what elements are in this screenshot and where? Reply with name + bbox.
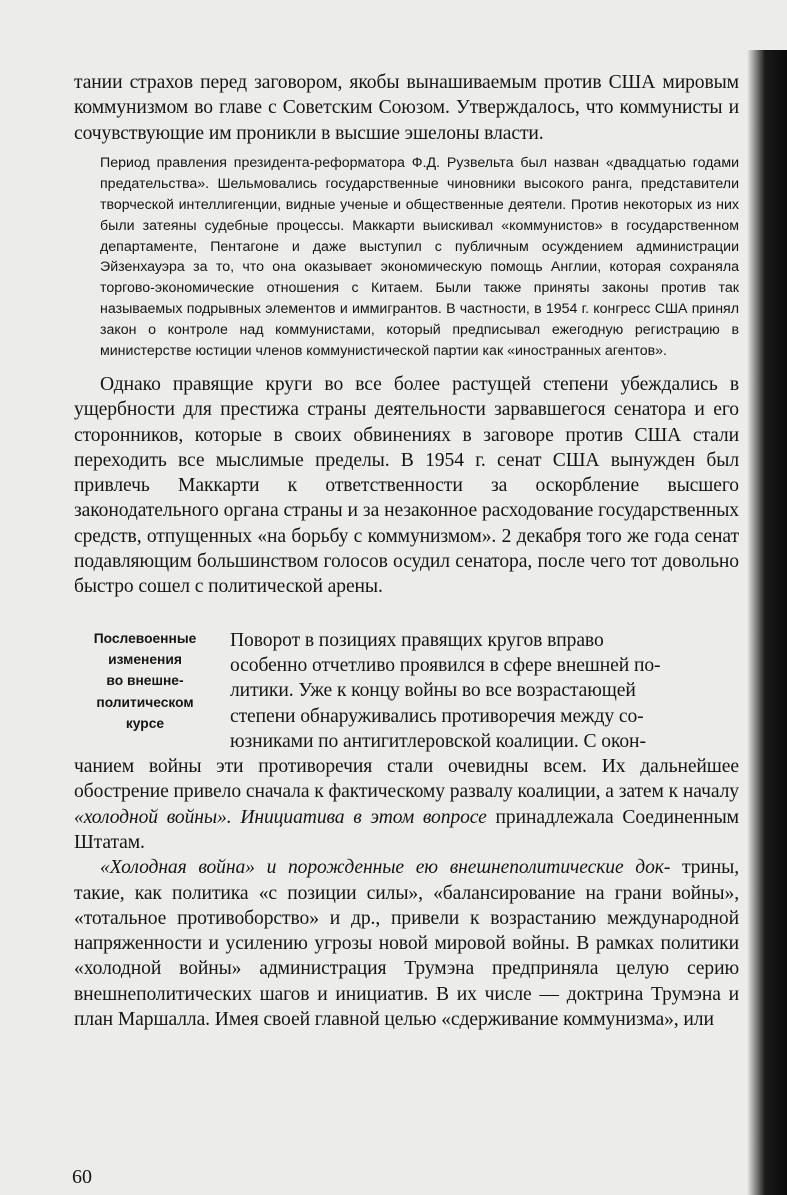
side-heading-line: изменения — [108, 652, 182, 668]
side-heading-line: во внешне- — [106, 673, 184, 689]
side-heading-line: курсе — [125, 716, 165, 732]
small-print-paragraph: Период правления президента-реформатора Ф.Д. Рузвельта был назван «двадцатью годами предательства». Шельмовались государственные чиновники высокого ранга, представители творческой интеллигенции, видные ученые и общественные деятели. Против некоторых из них были затеяны судебные процессы. Маккарти выискивал «коммунистов» в государственном департаменте, Пентагоне и даже выступил с публичным осуждением администрации Эйзенхауэра за то, что она оказывает экономическую помощь Англии, которая сохраняла торгово-экономические отношения с Китаем. Были также приняты законы против так называемых подрывных элементов и иммигрантов. В частности, в 1954 г. конгресс США принял закон о контроле над коммунистами, который предписывал ежегодную регистрацию в министерстве юстиции членов коммунистической партии как «иностранных агентов». — [100, 154, 739, 360]
section-line: степени обнаруживались противоречия между со- — [230, 705, 644, 727]
section-line: Поворот в позициях правящих кругов вправо — [230, 629, 604, 651]
paragraph-1: тании страхов перед заговором, якобы вынашиваемым против США мировым коммунизмом во главе с Советским Союзом. Утверждалось, что коммунисты и сочувствующие им проникли в высшие эшелоны власти. — [74, 72, 739, 144]
side-heading — [74, 628, 216, 735]
section-line: юзниками по антигитлеровской коалиции. С окон- — [230, 730, 646, 752]
section-continuation-text: чанием войны эти противоречия стали очевидны всем. Их дальнейшее обострение привело сначала к фактическому развалу коалиции, а затем к началу — [74, 756, 739, 803]
paragraph-3-text: трины, такие, как политика «с позиции силы», «балансирование на грани войны», «тотальное противоборство» и др., привели к возрастанию международной напряженности и усилению угрозы новой мировой войны. В рамках политики «холодной войны» администрация Трумэна предприняла целую серию внешнеполитических шагов и инициатив. В их числе — доктрина Трумэна и план Маршалла. Имея своей главной целью «сдерживание коммунизма», или — [74, 857, 739, 1031]
paragraph-2: Однако правящие круги во все более растущей степени убеждались в ущербности для престижа страны деятельности зарвавшегося сенатора и его сторонников, которые в своих обвинениях в заговоре против США стали переходить все мыслимые пределы. В 1954 г. сенат США вынужден был привлечь Маккарти к ответственности за оскорбление высшего законодательного органа страны и за незаконное расходование государственных средств, отпущенных «на борьбу с коммунизмом». 2 декабря того же года сенат подавляющим большинством голосов осудил сенатора, после чего тот довольно быстро сошел с политической арены. — [74, 373, 739, 598]
section-postwar-changes — [74, 628, 739, 856]
section-end-text: принадлежала Соединенным Штатам. — [74, 806, 739, 853]
side-heading-line: политическом — [96, 694, 194, 710]
section-line: литики. Уже к концу войны во все возрастающей — [230, 680, 636, 702]
paragraph-3 — [74, 855, 739, 1032]
section-italic-text: «холодной войны». Инициатива в этом вопросе — [74, 806, 487, 828]
page-edge-shadow — [747, 50, 787, 1195]
page-number: 60 — [72, 1166, 92, 1188]
section-wrapped-lines — [230, 628, 739, 754]
section-paragraph — [74, 754, 739, 855]
paragraph-3-italic: «Холодная война» и порожденные ею внешнеполитические док- — [100, 857, 671, 879]
side-heading-line: Послевоенные — [93, 630, 197, 646]
section-line: особенно отчетливо проявился в сфере внешней по- — [230, 654, 661, 676]
page-content — [74, 70, 739, 1032]
